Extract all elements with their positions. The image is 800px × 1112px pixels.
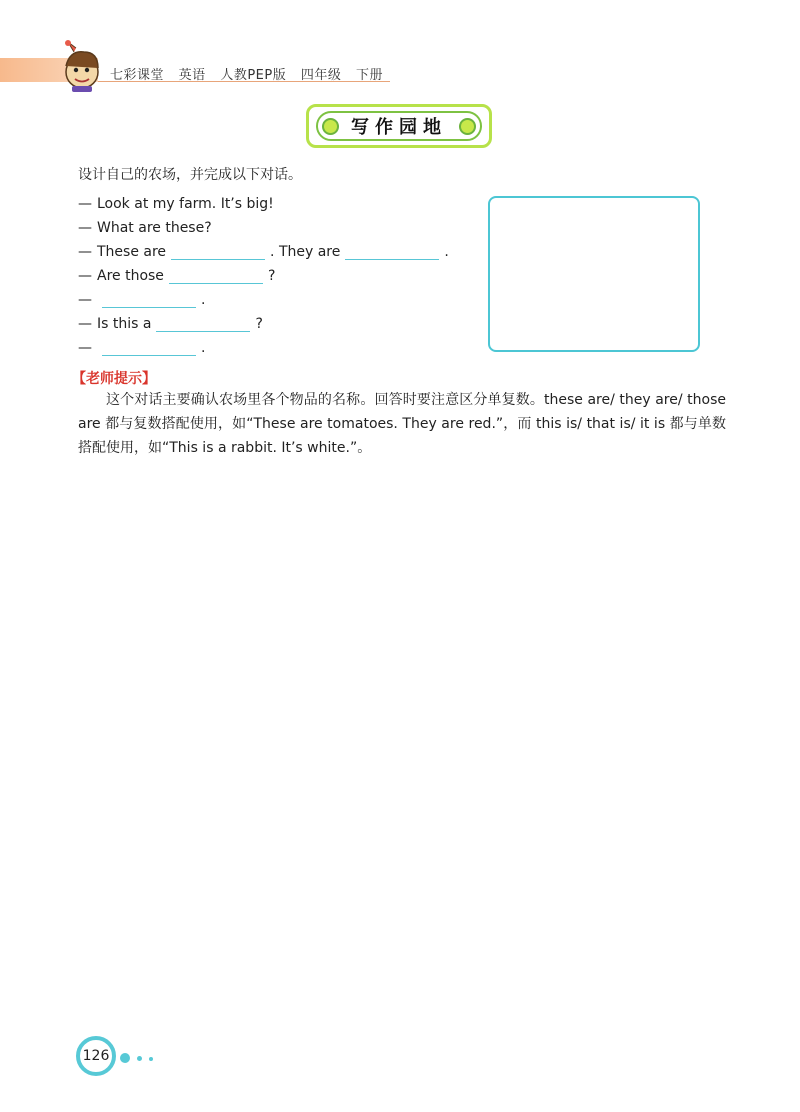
answer-blank[interactable] — [171, 243, 265, 260]
header-volume: 下册 — [356, 68, 384, 83]
page-number: 126 — [82, 1048, 110, 1064]
dialog-line-4 — [78, 264, 275, 284]
mascot-icon — [56, 40, 106, 92]
dialog-line-6 — [78, 312, 263, 332]
dialog-text: Look at my farm. It’s big! — [97, 196, 274, 212]
dialog-punctuation: ? — [255, 316, 263, 332]
header-series: 七彩课堂 — [110, 68, 165, 83]
dialog-line-3 — [78, 240, 449, 260]
footer-dot-icon — [137, 1056, 142, 1061]
footer-dot-icon — [120, 1053, 130, 1063]
dialog-punctuation: ? — [267, 268, 276, 284]
section-title: 写作园地 — [351, 117, 447, 138]
dialog-dash: — — [78, 196, 92, 212]
banner-dot-right-icon — [459, 118, 476, 135]
dialog-line-7 — [78, 336, 205, 356]
dialog-text: Are those — [97, 268, 164, 284]
dialog-dash: — — [78, 340, 92, 356]
header-title — [110, 64, 393, 83]
answer-blank[interactable] — [156, 315, 250, 332]
answer-blank[interactable] — [345, 243, 439, 260]
dialog-dash: — — [78, 292, 92, 308]
exercise-instruction: 设计自己的农场，并完成以下对话。 — [78, 167, 302, 183]
header-edition: 人教PEP版 — [220, 68, 287, 83]
header-subject: 英语 — [178, 68, 206, 83]
section-banner-inner — [316, 111, 482, 141]
dialog-line-1 — [78, 192, 274, 212]
dialog-line-2 — [78, 216, 212, 236]
section-banner — [306, 104, 492, 148]
dialog-dash: — — [78, 316, 92, 332]
footer-dot-icon — [149, 1057, 153, 1061]
dialog-text: What are these? — [97, 220, 212, 236]
teacher-tip-label: 【老师提示】 — [72, 371, 156, 387]
dialog-dash: — — [78, 244, 92, 260]
answer-blank[interactable] — [102, 291, 196, 308]
dialog-punctuation: . — [444, 244, 449, 260]
dialog-line-5 — [78, 288, 205, 308]
dialog-punctuation: . — [201, 292, 206, 308]
answer-blank[interactable] — [169, 267, 263, 284]
answer-blank[interactable] — [102, 339, 196, 356]
dialog-punctuation: . — [201, 340, 206, 356]
banner-dot-left-icon — [322, 118, 339, 135]
dialog-text: Is this a — [97, 316, 152, 332]
dialog-text: These are — [97, 244, 167, 260]
dialog-dash: — — [78, 268, 92, 284]
teacher-tip-text: 这个对话主要确认农场里各个物品的名称。回答时要注意区分单复数。these are/ they are/ those are 都与复数搭配使用，如“These are tomatoes. They are red.”，而 this is/ that is/ it is 都与单数搭配使用，如“This is a rabbit. It’s white.”。 — [78, 392, 726, 456]
farm-drawing-box[interactable] — [488, 196, 700, 352]
page-number-badge — [76, 1036, 116, 1076]
header-grade: 四年级 — [300, 68, 342, 83]
dialog-dash: — — [78, 220, 92, 236]
dialog-text: . They are — [270, 244, 341, 260]
